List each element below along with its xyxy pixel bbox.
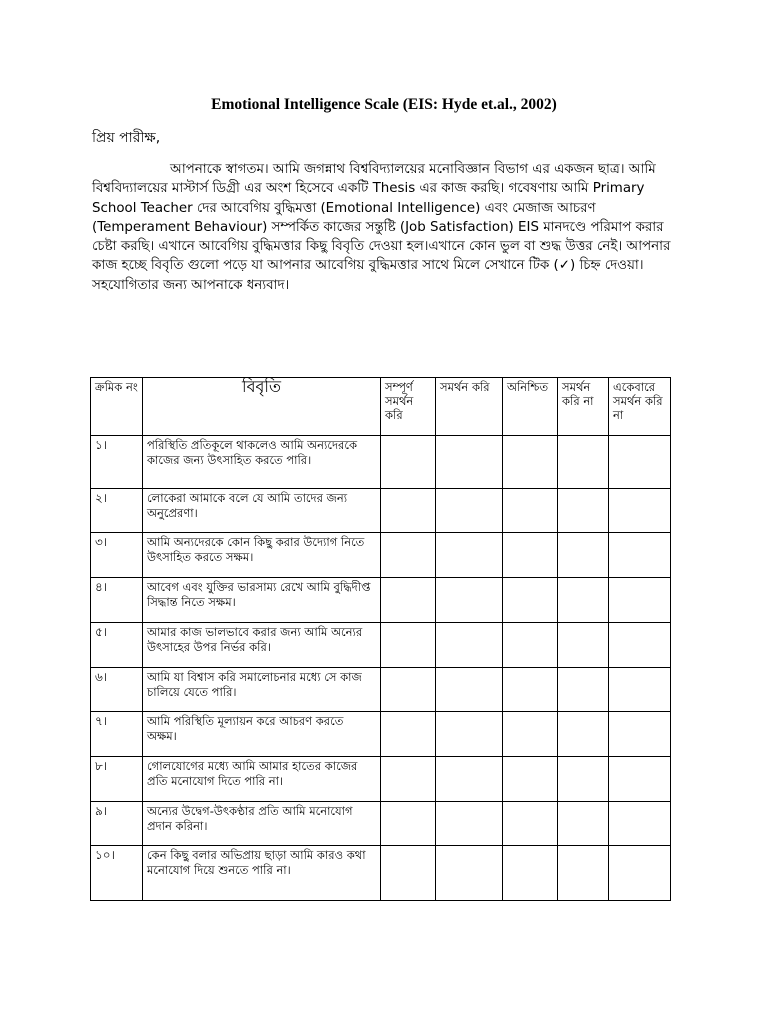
row-statement: পরিস্থিতি প্রতিকূলে থাকলেও আমি অন্যদেরকে কাজের জন্য উৎসাহিত করতে পারি। <box>143 436 381 489</box>
row-number: ১০। <box>91 846 143 901</box>
response-cell[interactable] <box>381 623 436 668</box>
header-row <box>91 378 671 436</box>
row-statement: আমার কাজ ভালভাবে করার জন্য আমি অন্যের উৎসাহের উপর নির্ভর করি। <box>143 623 381 668</box>
response-cell[interactable] <box>609 757 671 802</box>
response-cell[interactable] <box>381 436 436 489</box>
table-row <box>91 846 671 901</box>
response-cell[interactable] <box>503 712 558 757</box>
response-cell[interactable] <box>436 802 503 846</box>
row-statement: লোকেরা আমাকে বলে যে আমি তাদের জন্য অনুপ্রেরণা। <box>143 489 381 533</box>
response-cell[interactable] <box>381 533 436 578</box>
response-cell[interactable] <box>381 668 436 712</box>
response-cell[interactable] <box>381 757 436 802</box>
response-cell[interactable] <box>609 578 671 623</box>
response-cell[interactable] <box>558 623 609 668</box>
response-cell[interactable] <box>503 578 558 623</box>
table-row <box>91 578 671 623</box>
header-uncertain: অনিশ্চিত <box>503 378 558 436</box>
response-cell[interactable] <box>609 712 671 757</box>
response-cell[interactable] <box>558 436 609 489</box>
table-row <box>91 436 671 489</box>
response-cell[interactable] <box>436 623 503 668</box>
document-title: Emotional Intelligence Scale (EIS: Hyde et.al., 2002) <box>211 96 557 113</box>
row-number: ৪। <box>91 578 143 623</box>
header-disagree: সমর্থন করি না <box>558 378 609 436</box>
table-row <box>91 533 671 578</box>
row-statement: অন্যের উদ্বেগ-উৎকণ্ঠার প্রতি আমি মনোযোগ প্রদান করিনা। <box>143 802 381 846</box>
response-cell[interactable] <box>609 533 671 578</box>
header-fully-agree: সম্পূর্ণ সমর্থন করি <box>381 378 436 436</box>
response-cell[interactable] <box>503 489 558 533</box>
response-cell[interactable] <box>558 578 609 623</box>
response-cell[interactable] <box>609 489 671 533</box>
row-statement: আবেগ এবং যুক্তির ভারসাম্য রেখে আমি বুদ্ধিদীপ্ত সিদ্ধান্ত নিতে সক্ষম। <box>143 578 381 623</box>
response-cell[interactable] <box>381 846 436 901</box>
response-cell[interactable] <box>503 802 558 846</box>
response-cell[interactable] <box>609 846 671 901</box>
row-number: ১। <box>91 436 143 489</box>
row-number: ৫। <box>91 623 143 668</box>
response-table <box>90 377 671 901</box>
response-cell[interactable] <box>503 436 558 489</box>
response-cell[interactable] <box>381 578 436 623</box>
response-cell[interactable] <box>381 712 436 757</box>
response-cell[interactable] <box>558 757 609 802</box>
response-cell[interactable] <box>436 533 503 578</box>
row-number: ৭। <box>91 712 143 757</box>
header-agree: সমর্থন করি <box>436 378 503 436</box>
row-number: ৬। <box>91 668 143 712</box>
response-cell[interactable] <box>558 802 609 846</box>
header-fully-disagree: একেবারে সমর্থন করি না <box>609 378 671 436</box>
table-row <box>91 757 671 802</box>
response-cell[interactable] <box>558 533 609 578</box>
header-statement: বিবৃতি <box>143 378 381 436</box>
row-statement: গোলযোগের মধ্যে আমি আমার হাতের কাজের প্রতি মনোযোগ দিতে পারি না। <box>143 757 381 802</box>
salutation: প্রিয় পারীক্ষ, <box>92 130 161 146</box>
response-cell[interactable] <box>609 802 671 846</box>
row-statement: কেন কিছু বলার অভিপ্রায় ছাড়া আমি কারও কথা মনোযোগ দিয়ে শুনতে পারি না। <box>143 846 381 901</box>
row-statement: আমি অন্যদেরকে কোন কিছু করার উদ্যোগ নিতে উৎসাহিত করতে সক্ষম। <box>143 533 381 578</box>
table-row <box>91 668 671 712</box>
response-cell[interactable] <box>381 489 436 533</box>
response-cell[interactable] <box>558 489 609 533</box>
response-cell[interactable] <box>503 533 558 578</box>
row-number: ৯। <box>91 802 143 846</box>
table-row <box>91 623 671 668</box>
table-row <box>91 712 671 757</box>
response-cell[interactable] <box>609 623 671 668</box>
response-cell[interactable] <box>558 846 609 901</box>
response-cell[interactable] <box>381 802 436 846</box>
response-cell[interactable] <box>436 668 503 712</box>
response-cell[interactable] <box>436 578 503 623</box>
row-number: ৩। <box>91 533 143 578</box>
response-cell[interactable] <box>503 668 558 712</box>
table-row <box>91 802 671 846</box>
row-number: ৮। <box>91 757 143 802</box>
response-cell[interactable] <box>436 436 503 489</box>
row-statement: আমি পরিস্থিতি মূল্যায়ন করে আচরণ করতে অক্ষম। <box>143 712 381 757</box>
response-cell[interactable] <box>558 668 609 712</box>
response-cell[interactable] <box>609 436 671 489</box>
response-cell[interactable] <box>503 623 558 668</box>
response-cell[interactable] <box>436 489 503 533</box>
table-row <box>91 489 671 533</box>
row-number: ২। <box>91 489 143 533</box>
response-cell[interactable] <box>503 846 558 901</box>
response-cell[interactable] <box>436 757 503 802</box>
intro-paragraph: আপনাকে স্বাগতম। আমি জগন্নাথ বিশ্ববিদ্যালয়ের মনোবিজ্ঞান বিভাগ এর একজন ছাত্র। আমি বিশ্ববিদ্যালয়ের মাস্টার্স ডিগ্রী এর অংশ হিসেবে একটি Thesis এর কাজ করছি। গবেষণায় আমি Primary School Teacher দের আবেগিয় বুদ্ধিমত্তা (Emotional Intelligence) এবং মেজাজ আচরণ (Temperament Behaviour) সম্পর্কিত কাজের সন্তুষ্টি (Job Satisfaction) EIS মানদণ্ডে পরিমাপ করার চেষ্টা করছি। এখানে আবেগিয় বুদ্ধিমত্তার কিছু বিবৃতি দেওয়া হল।এখানে কোন ভুল বা শুদ্ধ উত্তর নেই। আপনার কাজ হচ্ছে বিবৃতি গুলো পড়ে যা আপনার আবেগিয় বুদ্ধিমত্তার সাথে মিলে সেখানে টিক (✓) চিহ্ন দেওয়া।সহযোগিতার জন্য আপনাকে ধন্যবাদ। <box>92 162 671 293</box>
response-cell[interactable] <box>558 712 609 757</box>
response-cell[interactable] <box>609 668 671 712</box>
row-statement: আমি যা বিশ্বাস করি সমালোচনার মধ্যে সে কাজ চালিয়ে যেতে পারি। <box>143 668 381 712</box>
response-cell[interactable] <box>503 757 558 802</box>
header-serial: ক্রমিক নং <box>91 378 143 436</box>
response-cell[interactable] <box>436 712 503 757</box>
response-cell[interactable] <box>436 846 503 901</box>
